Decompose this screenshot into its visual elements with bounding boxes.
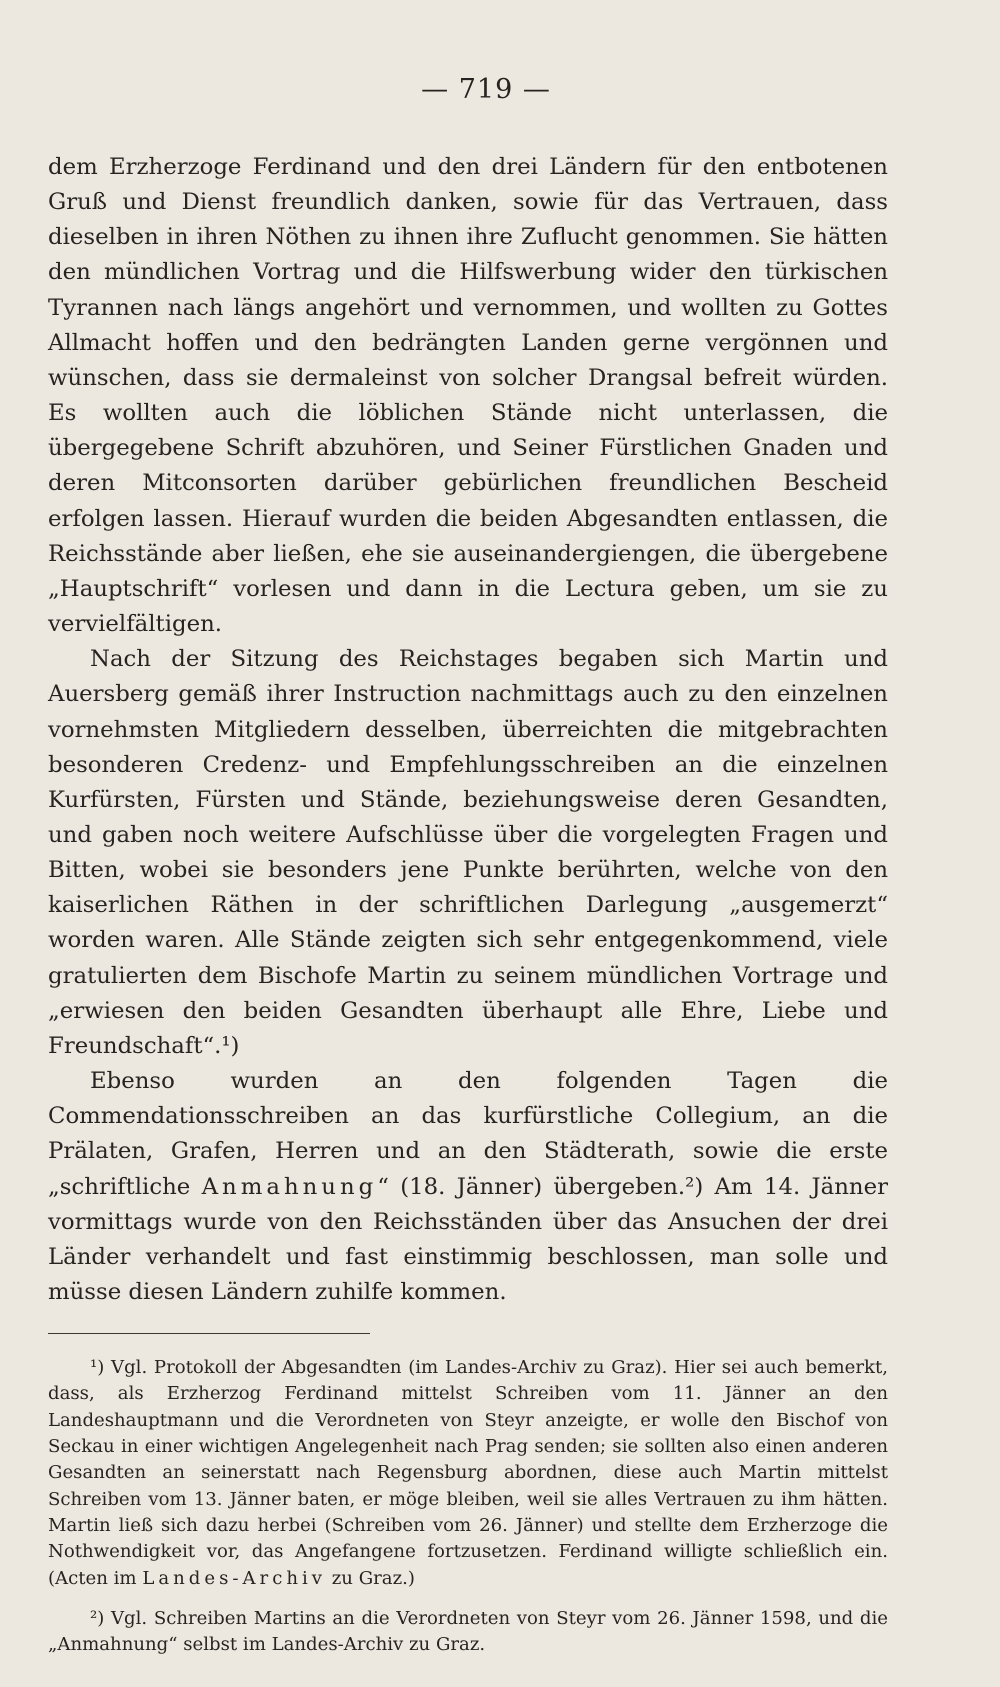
- footnote-2: ²) Vgl. Schreiben Martins an die Verordneten von Steyr vom 26. Jänner 1598, und die „Anmahnung“ selbst im Landes-Archiv zu Graz.: [48, 1607, 888, 1656]
- footnote-divider: [48, 1333, 370, 1334]
- paragraph-3: [48, 1064, 888, 1310]
- footnotes: [48, 1355, 888, 1658]
- paragraph-3-spaced-word: Anmahnung: [201, 1173, 378, 1200]
- paragraph-3-text-end: “ (18. Jänner) übergeben.²) Am 14. Jänner vormittags wurde von den Reichsständen über das Ansuchen der drei Länder verhandelt und fast einstimmig beschlossen, man solle und müsse diesen Ländern zuhilfe kommen.: [48, 1173, 888, 1305]
- paragraph-3-text-start: Ebenso wurden an den folgenden Tagen die Commendationsschreiben an das kurfürstliche Collegium, an die Prälaten, Grafen, Herren und an den Städterath, sowie die erste „schriftliche: [48, 1068, 888, 1200]
- main-text: [48, 150, 888, 1310]
- paragraph-2: Nach der Sitzung des Reichstages begaben sich Martin und Auersberg gemäß ihrer Instruction nachmittags auch zu den einzelnen vornehmsten Mitgliedern desselben, überreichten die mitgebrachten besonderen Credenz- und Empfehlungsschreiben an die einzelnen Kurfürsten, Fürsten und Stände, beziehungsweise deren Gesandten, und gaben noch weitere Aufschlüsse über die vorgelegten Fragen und Bitten, wobei sie besonders jene Punkte berührten, welche von den kaiserlichen Räthen in der schriftlichen Darlegung „ausgemerzt“ worden waren. Alle Stände zeigten sich sehr entgegenkommend, viele gratulierten dem Bischofe Martin zu seinem mündlichen Vortrage und „erwiesen den beiden Gesandten überhaupt alle Ehre, Liebe und Freundschaft“.¹): [48, 646, 888, 1059]
- footnote-1-text-start: ¹) Vgl. Protokoll der Abgesandten (im Landes-Archiv zu Graz). Hier sei auch bemerkt, dass, als Erzherzog Ferdinand mittelst Schreiben vom 11. Jänner an den Landeshauptmann und die Verordneten von Steyr anzeigte, er wolle den Bischof von Seckau in einer wichtigen Angelegenheit nach Prag senden; sie sollten also einen anderen Gesandten an seinerstatt nach Regensburg abordnen, diese auch Martin mittelst Schreiben vom 13. Jänner baten, er möge bleiben, weil sie alles Vertrauen zu ihm hätten. Martin ließ sich dazu herbei (Schreiben vom 26. Jänner) und stellte dem Erzherzoge die Nothwendigkeit vor, das Angefangene fortzusetzen. Ferdinand willigte schließlich ein. (Acten im: [48, 1357, 888, 1589]
- footnote-1-text-end: zu Graz.): [326, 1567, 415, 1589]
- footnote-1: [48, 1355, 888, 1592]
- paragraph-1: dem Erzherzoge Ferdinand und den drei Ländern für den entbotenen Gruß und Dienst freundlich danken, sowie für das Vertrauen, dass dieselben in ihren Nöthen zu ihnen ihre Zuflucht genommen. Sie hätten den mündlichen Vortrag und die Hilfswerbung wider den türkischen Tyrannen nach längs angehört und vernommen, und wollten zu Gottes Allmacht hoffen und den bedrängten Landen gerne vergönnen und wünschen, dass sie dermaleinst von solcher Drangsal befreit würden. Es wollten auch die löblichen Stände nicht unterlassen, die übergegebene Schrift abzuhören, und Seiner Fürstlichen Gnaden und deren Mitconsorten darüber gebürlichen freundlichen Bescheid erfolgen lassen. Hierauf wurden die beiden Abgesandten entlassen, die Reichsstände aber ließen, ehe sie auseinandergiengen, die übergebene „Hauptschrift“ vorlesen und dann in die Lectura geben, um sie zu vervielfältigen.: [48, 154, 888, 638]
- footnote-1-spaced-word: Landes-Archiv: [142, 1567, 327, 1589]
- page-number: — 719 —: [421, 74, 551, 105]
